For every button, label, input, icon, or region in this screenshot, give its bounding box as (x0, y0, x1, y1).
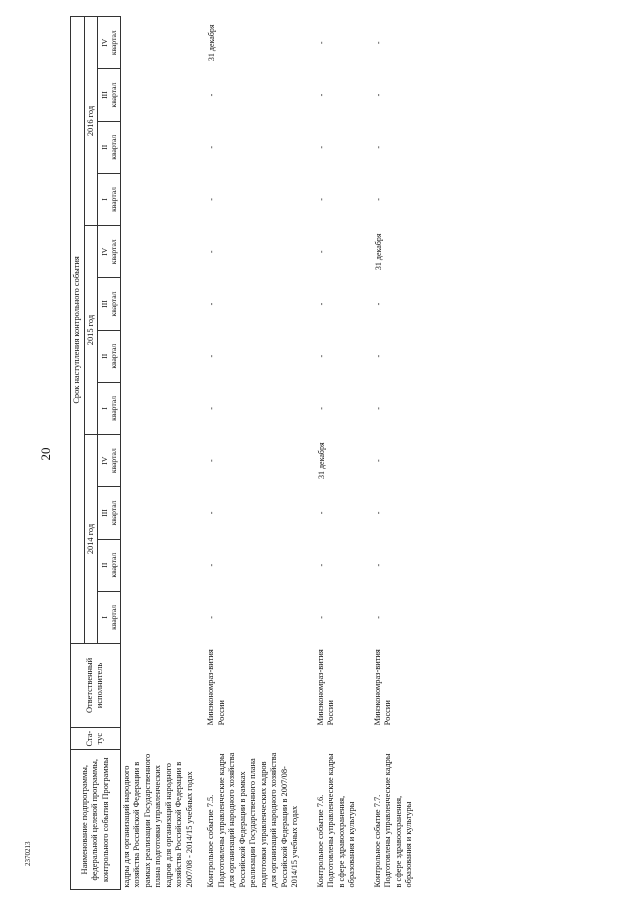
header-quarter (98, 591, 121, 643)
header-year-2014: 2014 год (84, 435, 98, 644)
control-events-table (70, 16, 415, 890)
quarter-word: квартал (109, 239, 119, 265)
quarter-number: II (100, 144, 109, 150)
row-value-cell: - (316, 302, 326, 306)
header-quarter (98, 278, 121, 330)
quarter-word: квартал (109, 395, 119, 421)
table-row (120, 17, 205, 890)
header-quarter (98, 226, 121, 278)
row-value-cell (120, 69, 205, 121)
row-value-cell: - (316, 93, 326, 97)
quarter-number: IV (100, 38, 109, 47)
row-value-cell (120, 17, 205, 69)
quarter-number: I (100, 616, 109, 619)
row-name-cell: Контрольное событие 7.6. Подготовлены управленческие кадры в сфере здравоохранения, образования и культуры (315, 753, 357, 888)
row-value-cell: - (207, 459, 217, 463)
quarter-word: квартал (109, 82, 119, 108)
quarter-number: I (100, 198, 109, 201)
quarter-word: квартал (109, 604, 119, 630)
row-value-cell: - (316, 407, 326, 410)
row-value-cell: - (373, 198, 383, 201)
row-value-cell: - (316, 354, 326, 358)
row-status-cell (372, 727, 415, 750)
row-value-cell: - (207, 93, 217, 97)
row-value-cell: - (316, 250, 326, 254)
header-quarter (98, 539, 121, 591)
row-status-cell (120, 727, 205, 750)
row-value-cell: 31 декабря (316, 442, 326, 480)
quarter-number: III (100, 300, 109, 308)
quarter-word: квартал (109, 500, 119, 526)
row-value-cell: - (207, 563, 217, 567)
row-value-cell: - (373, 93, 383, 97)
row-value-cell (120, 539, 205, 591)
header-quarter (98, 435, 121, 487)
quarter-word: квартал (109, 291, 119, 317)
row-value-cell: - (207, 145, 217, 149)
row-value-cell (120, 330, 205, 382)
header-quarter (98, 487, 121, 539)
quarter-number: III (100, 509, 109, 517)
row-value-cell: - (207, 198, 217, 201)
row-value-cell: - (373, 407, 383, 410)
row-value-cell: - (316, 563, 326, 567)
header-quarter (98, 173, 121, 225)
quarter-word: квартал (109, 187, 119, 212)
quarter-word: квартал (109, 448, 119, 474)
row-value-cell: - (207, 616, 217, 619)
table-row (372, 17, 415, 890)
row-value-cell: - (316, 616, 326, 619)
row-value-cell (120, 487, 205, 539)
row-value-cell: - (373, 354, 383, 358)
quarter-number: I (100, 407, 109, 410)
row-value-cell: - (373, 302, 383, 306)
row-name-cell: Контрольное событие 7.7. Подготовлены управленческие кадры в сфере здравоохранения, образования и культуры (372, 753, 414, 888)
header-year-2016: 2016 год (84, 17, 98, 226)
row-value-cell: - (207, 302, 217, 306)
row-value-cell (120, 226, 205, 278)
row-value-cell: - (316, 198, 326, 201)
row-value-cell (120, 435, 205, 487)
header-deadline-group: Срок наступления контрольного события (71, 17, 85, 644)
row-name-cell: Контрольное событие 7.5. Подготовлены управленческие кадры для организаций народного хозяйства Российской Федерации в рамках реализации Государственного плана подготовки управленческих кадров для организаций народного хозяйства Российской Федерации в 2007/08-2014/15 учебных годах (206, 752, 300, 888)
row-value-cell (120, 591, 205, 643)
row-value-cell (120, 173, 205, 225)
row-value-cell: - (207, 511, 217, 515)
row-responsible-cell: Минэкономраз-вития России (315, 649, 336, 726)
row-value-cell: - (207, 407, 217, 410)
quarter-word: квартал (109, 343, 119, 369)
row-value-cell: - (373, 616, 383, 619)
row-name-cell: кадры для организаций народного хозяйства Российской Федерации в рамках реализации Государственного плана подготовки управленческих кадров для организаций народного хозяйства Российской Федерации в 2007/08 - 2014/15 учебных годах (121, 753, 194, 888)
row-value-cell: - (373, 145, 383, 149)
table-row (205, 17, 315, 890)
quarter-number: III (100, 91, 109, 99)
header-quarter (98, 121, 121, 173)
row-value-cell: - (316, 145, 326, 149)
quarter-number: IV (100, 247, 109, 256)
header-quarter (98, 382, 121, 434)
header-year-2015: 2015 год (84, 226, 98, 435)
row-status-cell (205, 727, 315, 750)
row-value-cell (120, 278, 205, 330)
header-responsible-column: Ответственный исполнитель (71, 643, 121, 727)
row-value-cell: - (316, 511, 326, 515)
table-header (71, 17, 121, 890)
row-responsible-cell: Минэкономраз-вития России (206, 649, 226, 726)
quarter-word: квартал (109, 134, 119, 160)
quarter-number: II (100, 562, 109, 568)
page-number: 20 (38, 447, 53, 461)
row-value-cell: - (373, 511, 383, 515)
row-value-cell: - (207, 354, 217, 358)
row-value-cell: - (316, 41, 326, 45)
row-value-cell: - (207, 250, 217, 254)
row-value-cell: - (373, 41, 383, 45)
row-value-cell (120, 382, 205, 434)
table-row (315, 17, 372, 890)
row-value-cell: 31 декабря (207, 24, 217, 62)
quarter-number: IV (100, 456, 109, 465)
row-responsible-cell (120, 643, 205, 727)
rotated-page (70, 0, 640, 890)
quarter-word: квартал (109, 552, 119, 578)
header-quarter (98, 17, 121, 69)
row-status-cell (315, 727, 372, 750)
quarter-word: квартал (109, 30, 119, 56)
header-status-column: Ста-тус (71, 727, 121, 750)
header-name-column: Наименование подпрограммы, федеральной целевой программы, контрольного события Программы (71, 750, 121, 890)
row-value-cell: - (373, 563, 383, 567)
quarter-number: II (100, 353, 109, 359)
header-quarter (98, 69, 121, 121)
row-responsible-cell: Минэкономраз-вития России (372, 649, 393, 726)
row-value-cell (120, 121, 205, 173)
row-value-cell: 31 декабря (373, 233, 383, 271)
row-value-cell: - (373, 459, 383, 463)
table-body (120, 17, 415, 890)
header-quarter (98, 330, 121, 382)
document-code: 2370213 (24, 841, 32, 866)
